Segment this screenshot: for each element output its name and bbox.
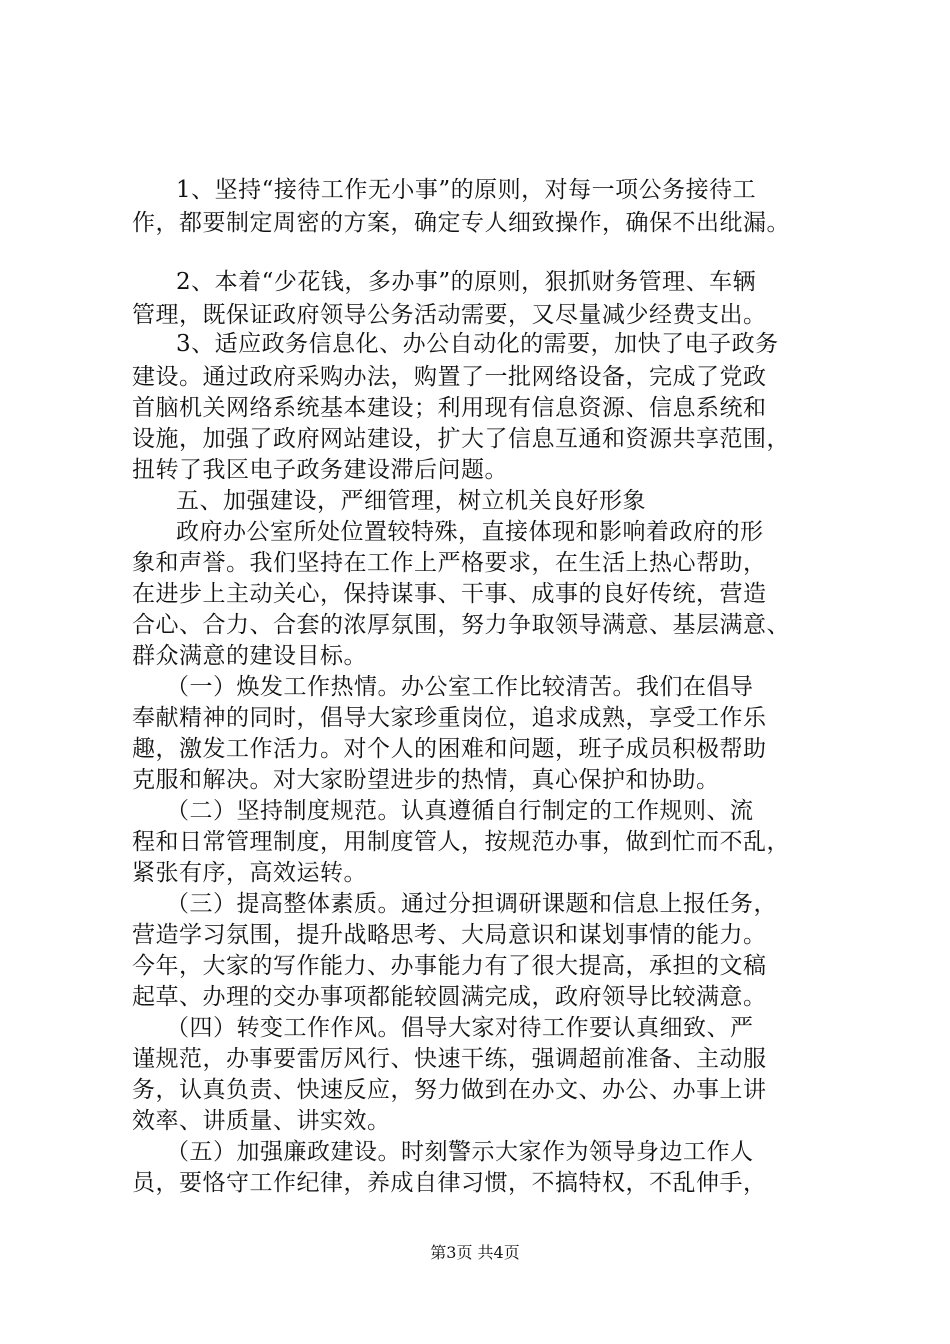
paragraph-line: 合心、合力、合套的浓厚氛围，努力争取领导满意、基层满意、 (132, 612, 790, 638)
paragraph-line: 起草、办理的交办事项都能较圆满完成，政府领导比较满意。 (132, 984, 767, 1010)
paragraph-line: 扭转了我区电子政务建设滞后问题。 (132, 457, 508, 483)
paragraph-line: （一）焕发工作热情。办公室工作比较清苦。我们在倡导 (166, 674, 754, 700)
paragraph-line: 首脑机关网络系统基本建设；利用现有信息资源、信息系统和 (132, 395, 767, 421)
paragraph-line: 员，要恪守工作纪律，养成自律习惯，不搞特权，不乱伸手， (132, 1170, 767, 1196)
paragraph-line: 1、坚持“接待工作无小事”的原则，对每一项公务接待工 (176, 177, 757, 203)
paragraph-line: 紧张有序，高效运转。 (132, 860, 367, 886)
paragraph-line: 奉献精神的同时，倡导大家珍重岗位，追求成熟，享受工作乐 (132, 705, 767, 731)
paragraph-line: 作，都要制定周密的方案，确定专人细致操作，确保不出纰漏。 (132, 210, 790, 236)
paragraph-line: 今年，大家的写作能力、办事能力有了很大提高，承担的文稿 (132, 953, 767, 979)
paragraph-line: （三）提高整体素质。通过分担调研课题和信息上报任务， (166, 891, 777, 917)
paragraph-line: 象和声誉。我们坚持在工作上严格要求，在生活上热心帮助， (132, 550, 767, 576)
paragraph-line: （五）加强廉政建设。时刻警示大家作为领导身边工作人 (166, 1139, 754, 1165)
paragraph-line: 程和日常管理制度，用制度管人，按规范办事，做到忙而不乱， (132, 829, 790, 855)
paragraph-line: 谨规范，办事要雷厉风行、快速干练，强调超前准备、主动服 (132, 1046, 767, 1072)
paragraph-line: 政府办公室所处位置较特殊，直接体现和影响着政府的形 (176, 519, 764, 545)
paragraph-line: 设施，加强了政府网站建设，扩大了信息互通和资源共享范围， (132, 426, 790, 452)
page-number-footer: 第3页 共4页 (430, 1243, 520, 1262)
paragraph-line: 克服和解决。对大家盼望进步的热情，真心保护和协助。 (132, 767, 720, 793)
paragraph-line: 3、适应政务信息化、办公自动化的需要，加快了电子政务 (176, 331, 779, 357)
paragraph-line: 在进步上主动关心，保持谋事、干事、成事的良好传统，营造 (132, 581, 767, 607)
paragraph-line: 群众满意的建设目标。 (132, 643, 367, 669)
section-heading: 五、加强建设，严细管理，树立机关良好形象 (176, 488, 646, 514)
paragraph-line: （二）坚持制度规范。认真遵循自行制定的工作规则、流 (166, 798, 754, 824)
paragraph-line: 效率、讲质量、讲实效。 (132, 1108, 391, 1134)
paragraph-line: 务，认真负责、快速反应，努力做到在办文、办公、办事上讲 (132, 1077, 767, 1103)
paragraph-line: （四）转变工作作风。倡导大家对待工作要认真细致、严 (166, 1015, 754, 1041)
paragraph-line: 趣，激发工作活力。对个人的困难和问题，班子成员积极帮助 (132, 736, 767, 762)
paragraph-line: 管理，既保证政府领导公务活动需要，又尽量减少经费支出。 (132, 302, 767, 328)
paragraph-line: 营造学习氛围，提升战略思考、大局意识和谋划事情的能力。 (132, 922, 767, 948)
paragraph-line: 2、本着“少花钱，多办事”的原则，狠抓财务管理、车辆 (176, 269, 757, 295)
paragraph-line: 建设。通过政府采购办法，购置了一批网络设备，完成了党政 (132, 364, 767, 390)
